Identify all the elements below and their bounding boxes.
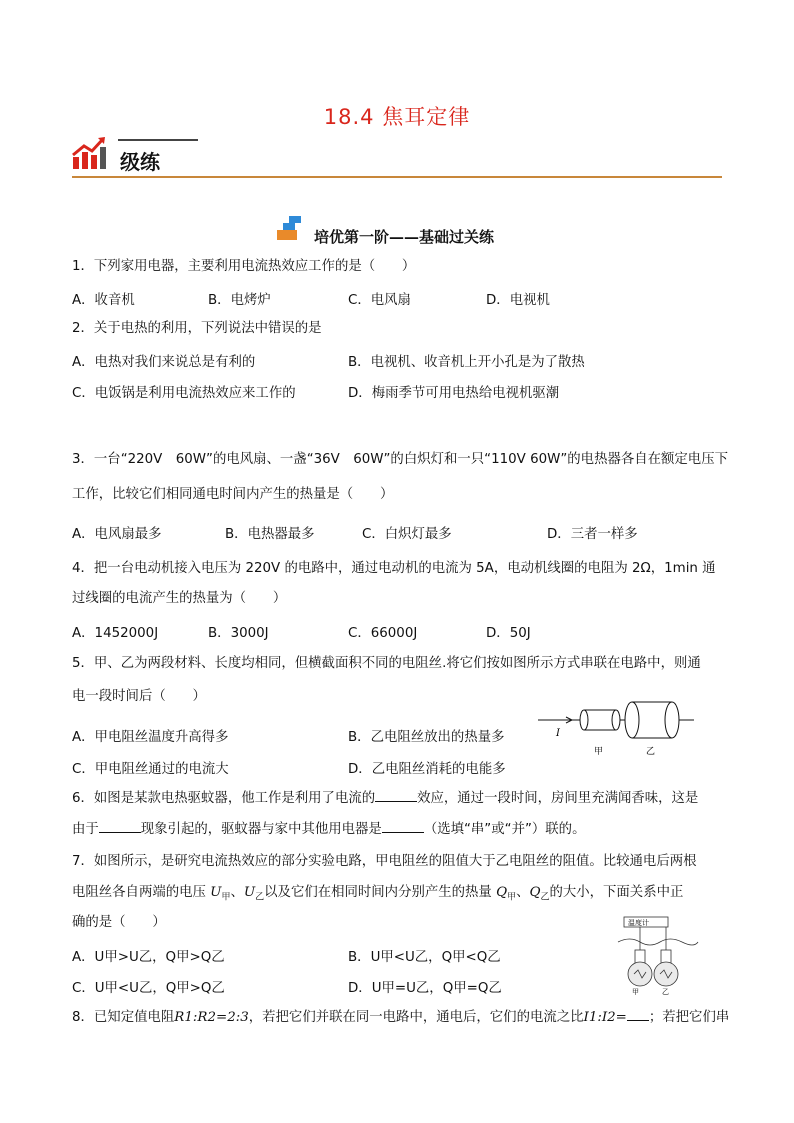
q7-stem-line3: 确的是（ ） bbox=[72, 915, 166, 930]
q5-resistor-figure bbox=[536, 700, 696, 758]
q4-stem-line1: 4．把一台电动机接入电压为 220V 的电路中，通过电动机的电流为 5A，电动机线圈的电阻为 2Ω，1min 通 bbox=[72, 561, 716, 576]
q3-option-b: B．电热器最多 bbox=[225, 527, 315, 542]
section-title: 培优第一阶——基础过关练 bbox=[314, 228, 495, 246]
q4-option-b: B．3000J bbox=[208, 626, 269, 641]
q2-option-b: B．电视机、收音机上开小孔是为了散热 bbox=[348, 355, 585, 370]
q6-line1: 6．如图是某款电热驱蚊器，他工作是利用了电流的 效应，通过一段时间，房间里充满闻香味，这是 bbox=[72, 791, 699, 806]
q8-resistor-ratio: R1:R2=2:3 bbox=[174, 1010, 249, 1025]
header-label: 级练 bbox=[120, 150, 160, 174]
q1-option-d: D．电视机 bbox=[486, 293, 550, 308]
q4-option-c: C．66000J bbox=[348, 626, 418, 641]
q1-option-c: C．电风扇 bbox=[348, 293, 411, 308]
q5-stem-line2: 电一段时间后（ ） bbox=[72, 689, 206, 704]
q7-thermometer-label: 温度计 bbox=[628, 919, 649, 927]
q4-option-a: A．1452000J bbox=[72, 626, 159, 641]
q7-option-b: B．U甲<U乙，Q甲<Q乙 bbox=[348, 950, 501, 965]
steps-icon bbox=[275, 214, 309, 242]
q2-option-d: D．梅雨季节可用电热给电视机驱潮 bbox=[348, 386, 560, 401]
q3-option-c: C．白炽灯最多 bbox=[362, 527, 452, 542]
q1-option-b: B．电烤炉 bbox=[208, 293, 271, 308]
q3-stem-line2: 工作，比较它们相同通电时间内产生的热量是（ ） bbox=[72, 487, 394, 502]
q5-option-b: B．乙电阻丝放出的热量多 bbox=[348, 730, 505, 745]
q5-label-yi: 乙 bbox=[646, 747, 656, 757]
q5-stem-line1: 5．甲、乙为两段材料、长度均相同，但横截面积不同的电阻丝.将它们按如图所示方式串联在电路中，则通 bbox=[72, 656, 701, 671]
q7-stem-line2: 电阻丝各自两端的电压 $U_甲$、$U_乙$以及它们在相同时间内分别产生的热量 $Q_甲$、$Q_乙$的大小，下面关系中正 bbox=[72, 885, 684, 903]
q8-line: 8．已知定值电阻R1:R2=2:3，若把它们并联在同一电路中，通电后，它们的电流之比I1:I2= ；若把它们串 bbox=[72, 1010, 730, 1025]
header-short-rule bbox=[118, 139, 198, 141]
q2-option-a: A．电热对我们来说总是有利的 bbox=[72, 355, 256, 370]
q5-option-d: D．乙电阻丝消耗的电能多 bbox=[348, 762, 506, 777]
q5-option-a: A．甲电阻丝温度升高得多 bbox=[72, 730, 229, 745]
q7-option-c: C．U甲<U乙，Q甲>Q乙 bbox=[72, 981, 225, 996]
q5-current-label: I bbox=[556, 728, 560, 739]
q1-option-a: A．收音机 bbox=[72, 293, 135, 308]
q8-current-ratio: I1:I2= bbox=[583, 1010, 627, 1025]
q5-label-jia: 甲 bbox=[594, 747, 604, 757]
q2-stem: 2．关于电热的利用，下列说法中错误的是 bbox=[72, 321, 322, 336]
q5-option-c: C．甲电阻丝通过的电流大 bbox=[72, 762, 229, 777]
q6-line2: 由于 现象引起的，驱蚊器与家中其他用电器是 （选填“串”或“并”）联的。 bbox=[72, 822, 586, 837]
q2-option-c: C．电饭锅是利用电流热效应来工作的 bbox=[72, 386, 296, 401]
chart-growth-icon bbox=[72, 135, 108, 171]
q7-stem-line1: 7．如图所示，是研究电流热效应的部分实验电路，甲电阻丝的阻值大于乙电阻丝的阻值。比较通电后两根 bbox=[72, 854, 697, 869]
q4-option-d: D．50J bbox=[486, 626, 531, 641]
q7-option-d: D．U甲=U乙，Q甲=Q乙 bbox=[348, 981, 502, 996]
q3-stem-line1: 3．一台“220V 60W”的电风扇、一盏“36V 60W”的白炽灯和一只“110V 60W”的电热器各自在额定电压下 bbox=[72, 452, 728, 467]
q3-option-a: A．电风扇最多 bbox=[72, 527, 162, 542]
header-rule bbox=[72, 176, 722, 178]
q7-label-jia: 甲 bbox=[632, 988, 639, 996]
q3-option-d: D．三者一样多 bbox=[547, 527, 638, 542]
q1-stem: 1．下列家用电器，主要利用电流热效应工作的是（ ） bbox=[72, 259, 416, 274]
q4-stem-line2: 过线圈的电流产生的热量为（ ） bbox=[72, 591, 287, 606]
page-title: 18.4 焦耳定律 bbox=[323, 105, 471, 129]
q7-label-yi: 乙 bbox=[662, 988, 669, 996]
q7-flask-figure bbox=[610, 914, 706, 996]
q7-option-a: A．U甲>U乙，Q甲>Q乙 bbox=[72, 950, 225, 965]
